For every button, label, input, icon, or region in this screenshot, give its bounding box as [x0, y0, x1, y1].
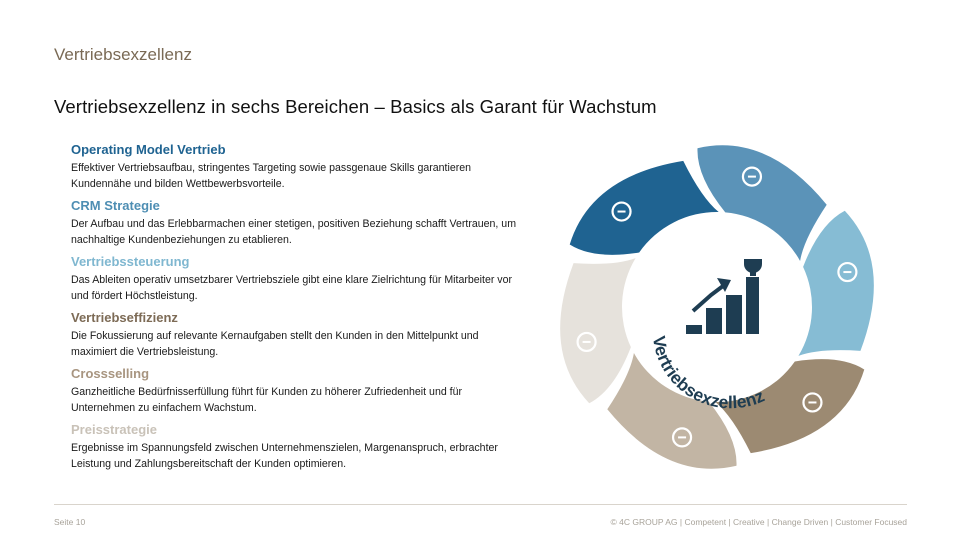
- excellence-wheel: [545, 135, 890, 480]
- area-item: [71, 141, 521, 192]
- page-number: Seite 10: [54, 517, 86, 527]
- area-title: Operating Model Vertrieb: [71, 142, 226, 157]
- area-item: [71, 365, 521, 416]
- area-title: CRM Strategie: [71, 198, 160, 213]
- area-item: [71, 309, 521, 360]
- area-text: Die Fokussierung auf relevante Kernaufgaben stellt den Kunden in den Mittelpunkt und maximiert die Vertriebsleistung.: [71, 330, 479, 358]
- area-text: Der Aufbau und das Erlebbarmachen einer stetigen, positiven Beziehung schafft Vertrauen, um nachhaltige Kundenbeziehungen zu etablieren.: [71, 218, 517, 246]
- footer-divider: [54, 504, 907, 505]
- growth-chart-icon: [686, 259, 762, 334]
- area-item: [71, 421, 521, 472]
- wheel-segments: [560, 145, 874, 468]
- areas-list: [71, 141, 521, 472]
- section-kicker: Vertriebsexzellenz: [54, 45, 192, 64]
- area-title: Vertriebseffizienz: [71, 310, 178, 325]
- area-title: Preisstrategie: [71, 422, 157, 437]
- area-title: Vertriebssteuerung: [71, 254, 190, 269]
- footer-tagline: © 4C GROUP AG | Competent | Creative | Change Driven | Customer Focused: [610, 517, 907, 527]
- wheel-segment: [697, 145, 826, 261]
- area-title: Crossselling: [71, 366, 150, 381]
- area-text: Ergebnisse im Spannungsfeld zwischen Unternehmenszielen, Margenanspruch, erbrachter Leistung und Zahlungsbereitschaft der Kunden optimieren.: [71, 442, 498, 470]
- wheel-center-label: Vertriebsexzellenz: [648, 334, 768, 413]
- area-text: Effektiver Vertriebsaufbau, stringentes Targeting sowie passgenaue Skills garantieren Kundennähe und bilden Wettbewerbsvorteile.: [71, 162, 472, 190]
- wheel-segment: [570, 161, 719, 255]
- area-item: [71, 253, 521, 304]
- slide-title: Vertriebsexzellenz in sechs Bereichen – Basics als Garant für Wachstum: [54, 96, 657, 117]
- area-text: Ganzheitliche Bedürfnisserfüllung führt für Kunden zu höherer Zufriedenheit und für Unternehmen zu einfachem Wachstum.: [71, 386, 463, 414]
- area-text: Das Ableiten operativ umsetzbarer Vertriebsziele gibt eine klare Zielrichtung für Mitarbeiter vor und fördert Höchstleistung.: [71, 274, 513, 302]
- area-item: [71, 197, 521, 248]
